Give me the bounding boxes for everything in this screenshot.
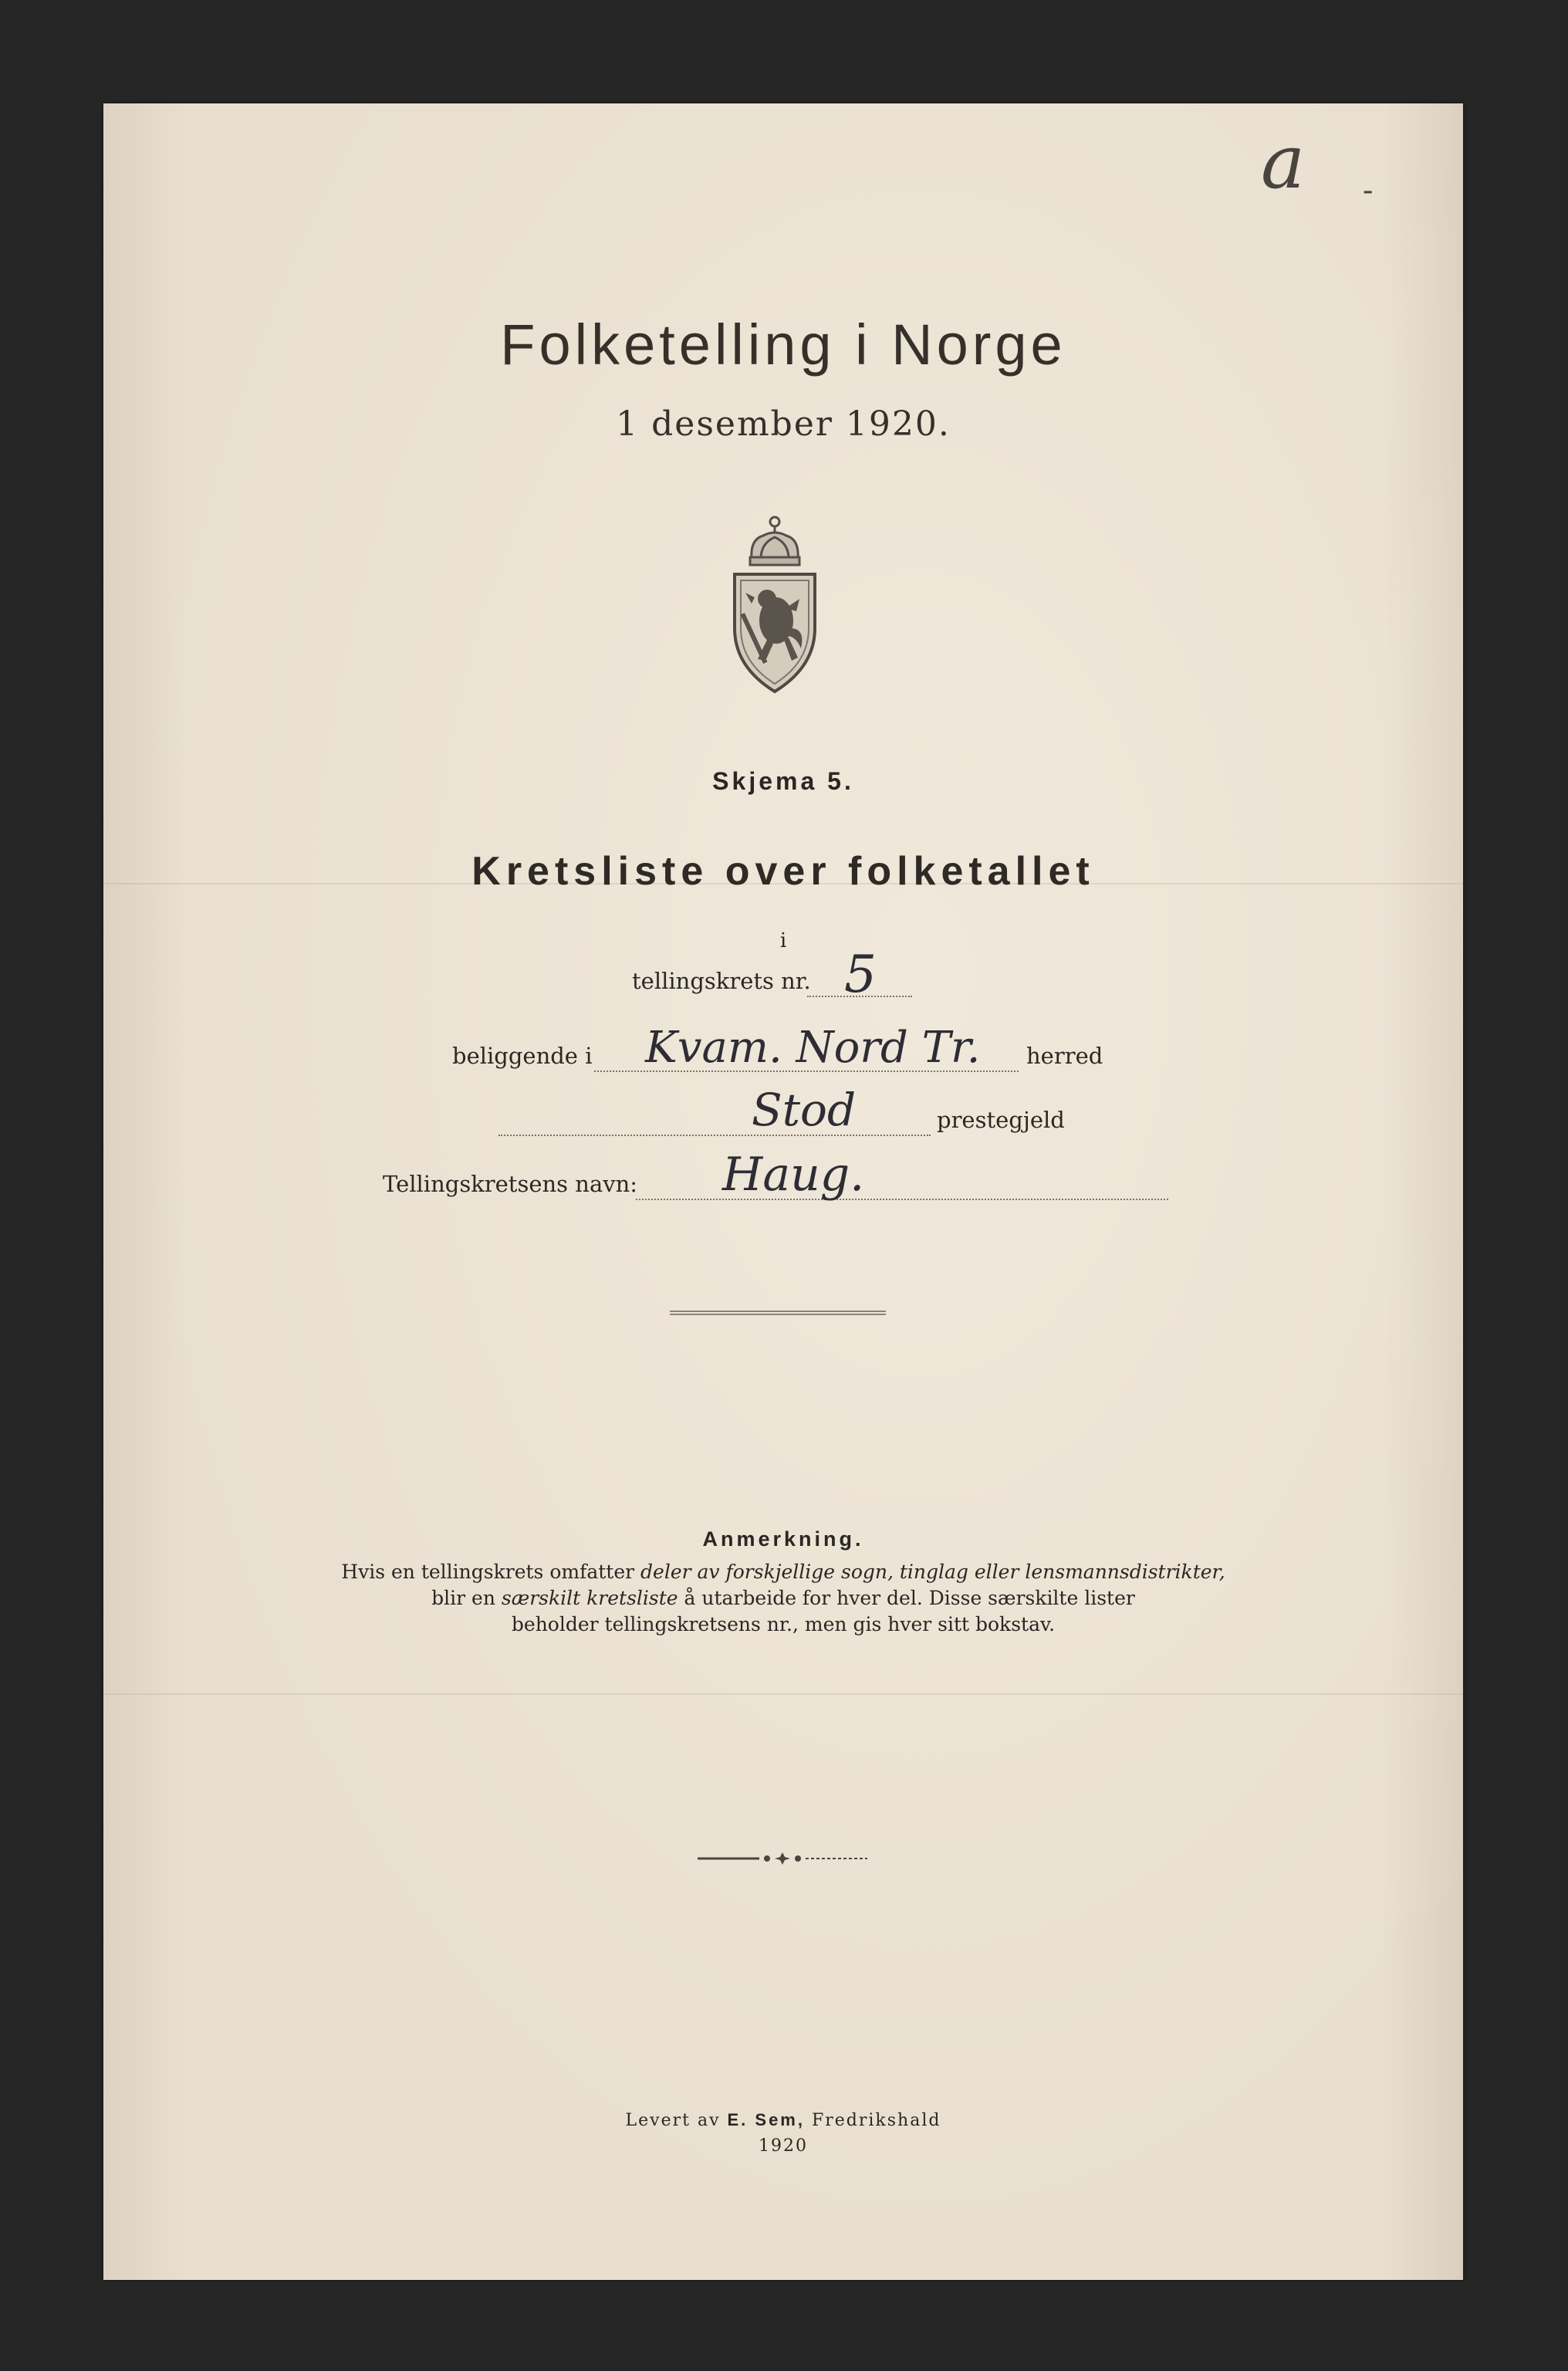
note-line-2-text: blir en — [431, 1587, 502, 1609]
handwritten-corner-mark: a — [1261, 119, 1306, 205]
note-line-2-italic: særskilt kretsliste — [501, 1587, 678, 1609]
norway-coat-of-arms-icon — [721, 512, 829, 698]
note-line-1-text: Hvis en tellingskrets omfatter — [341, 1561, 641, 1583]
district-name-value: Haug. — [722, 1148, 865, 1202]
ornament-divider-icon — [698, 1851, 867, 1866]
note-line-1-italic: deler av forskjellige sogn, tinglag eller lensmannsdistrikter, — [640, 1561, 1225, 1583]
parish-value: Stod — [752, 1084, 857, 1136]
preposition-text: i — [779, 929, 787, 952]
district-name-line — [636, 1199, 1168, 1200]
printer-prefix: Levert av — [625, 2111, 728, 2130]
paper-fold-line — [103, 1693, 1463, 1695]
note-line-2-rest: å utarbeide for hver del. Disse særskilte lister — [678, 1587, 1135, 1609]
page-subtitle: 1 desember 1920. — [616, 404, 951, 444]
printer-place: Fredrikshald — [804, 2111, 941, 2130]
printer-credit — [103, 2110, 1463, 2130]
prestegjeld-label: prestegjeld — [937, 1107, 1065, 1133]
page-title: Folketelling i Norge — [500, 313, 1066, 377]
corner-mark-dot: - — [1363, 173, 1374, 208]
note-line-2 — [103, 1587, 1463, 1609]
divider-rule — [670, 1314, 886, 1315]
printer-year: 1920 — [759, 2136, 808, 2156]
divider-rule — [670, 1311, 886, 1312]
form-heading: Kretsliste over folketallet — [471, 849, 1095, 894]
printer-name: E. Sem, — [727, 2110, 805, 2129]
municipality-label: beliggende i — [452, 1043, 593, 1069]
parish-line — [498, 1135, 931, 1136]
district-number-label: tellingskrets nr. — [632, 968, 811, 994]
note-line-3: beholder tellingskretsens nr., men gis hver sitt bokstav. — [511, 1613, 1056, 1635]
note-line-1 — [103, 1561, 1463, 1583]
district-name-label: Tellingskretsens navn: — [383, 1171, 638, 1197]
schema-number: Skjema 5. — [712, 767, 854, 795]
note-title: Anmerkning. — [702, 1527, 864, 1551]
municipality-value: Kvam. Nord Tr. — [645, 1023, 981, 1073]
district-number-value: 5 — [844, 945, 877, 1004]
census-form-page — [103, 103, 1463, 2280]
herred-label: herred — [1026, 1043, 1103, 1069]
